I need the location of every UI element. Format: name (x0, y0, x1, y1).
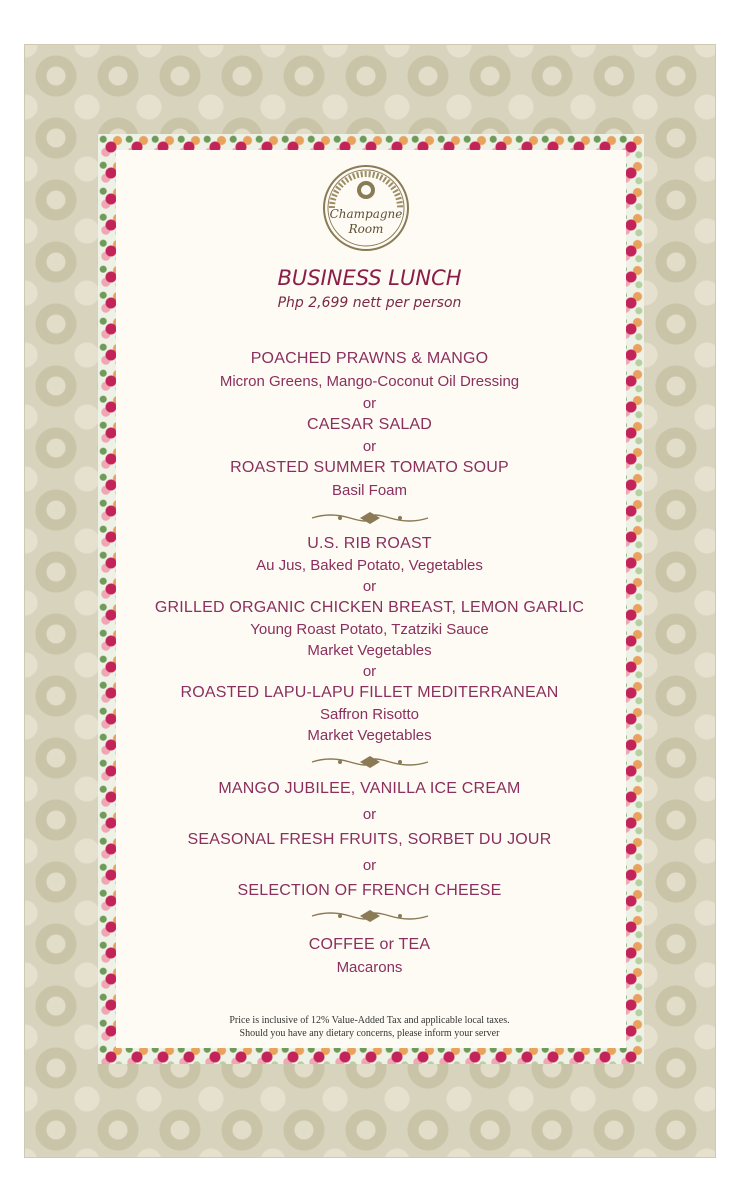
footer-note-1: Price is inclusive of 12% Value-Added Tax and applicable local taxes. (229, 1015, 510, 1026)
ornament-divider-3 (310, 909, 430, 923)
main-3-desc-2: Market Vegetables (307, 727, 432, 744)
dessert-1-name: MANGO JUBILEE, VANILLA ICE CREAM (218, 780, 521, 797)
menu-title: BUSINESS LUNCH (277, 266, 462, 290)
or-5: or (362, 806, 377, 823)
starter-2-name: CAESAR SALAD (306, 416, 433, 433)
coffee-name: COFFEE or TEA (308, 936, 431, 953)
or-6: or (362, 857, 377, 874)
main-2-name: GRILLED ORGANIC CHICKEN BREAST, LEMON GARLIC (154, 599, 585, 616)
logo-text-1: Champagne (329, 207, 403, 221)
starter-1-desc: Micron Greens, Mango-Coconut Oil Dressing (219, 373, 520, 390)
coffee-desc: Macarons (336, 959, 403, 976)
main-3-desc-1: Saffron Risotto (320, 706, 419, 723)
main-2-desc-1: Young Roast Potato, Tzatziki Sauce (250, 621, 489, 638)
starter-3-desc: Basil Foam (331, 482, 408, 499)
or-4: or (362, 663, 377, 680)
logo-text-2: Room (348, 222, 384, 236)
dessert-3-name: SELECTION OF FRENCH CHEESE (237, 882, 502, 899)
main-2-desc-2: Market Vegetables (307, 642, 432, 659)
champagne-room-logo (322, 164, 410, 252)
dessert-2-name: SEASONAL FRESH FRUITS, SORBET DU JOUR (187, 831, 552, 848)
main-1-name: U.S. RIB ROAST (307, 535, 432, 552)
main-1-desc: Au Jus, Baked Potato, Vegetables (256, 557, 483, 574)
or-1: or (362, 395, 377, 412)
menu-price: Php 2,699 nett per person (277, 295, 462, 311)
or-2: or (362, 438, 377, 455)
main-3-name: ROASTED LAPU-LAPU FILLET MEDITERRANEAN (180, 684, 559, 701)
footer-note-2: Should you have any dietary concerns, please inform your server (239, 1028, 500, 1039)
or-3: or (362, 578, 377, 595)
starter-1-name: POACHED PRAWNS & MANGO (250, 350, 489, 367)
starter-3-name: ROASTED SUMMER TOMATO SOUP (230, 459, 509, 476)
ornament-divider-2 (310, 755, 430, 769)
ornament-divider-1 (310, 511, 430, 525)
